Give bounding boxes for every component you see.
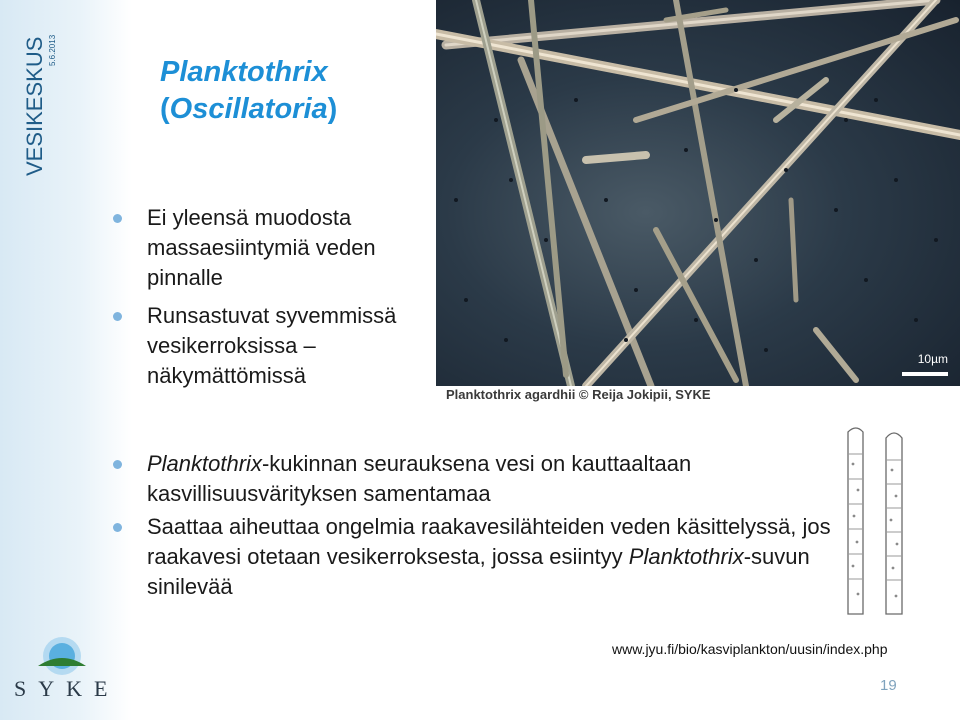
bullet-text: Ei yleensä muodosta massaesiintymiä veden pinnalle xyxy=(147,205,376,290)
title-main: Planktothrix xyxy=(160,56,328,88)
bullet-text-end: -suvun sinilevää xyxy=(147,544,810,599)
bullet-text: -kukinnan seurauksena vesi on kauttaaltaan kasvillisuusvärityksen samentamaa xyxy=(147,451,692,506)
bullet-list-top xyxy=(110,203,447,391)
bullet-text: Saattaa aiheuttaa ongelmia raakavesilähteiden veden käsittelyssä, jos raakavesi otetaan vesikerroksesta, jossa esiintyy xyxy=(147,514,831,569)
slide-title xyxy=(160,54,430,128)
photo-caption: Planktothrix agardhii © Reija Jokipii, SYKE xyxy=(446,387,711,402)
bullet-dot xyxy=(113,312,122,321)
date-text: 5.6.2013 xyxy=(48,34,57,66)
vesikeskus-logo xyxy=(22,26,48,176)
syke-logo-text: SYKE xyxy=(14,676,120,701)
scale-bar xyxy=(902,372,948,376)
genus-name: Planktothrix xyxy=(147,451,262,476)
date-label xyxy=(46,26,58,66)
scale-label: 10µm xyxy=(917,352,948,366)
bullet-item xyxy=(110,203,447,293)
page-number: 19 xyxy=(880,677,897,694)
bullet-text: Runsastuvat syvemmissä vesikerroksissa – näkymättömissä xyxy=(147,303,397,388)
vesikeskus-text: VESIKESKUS xyxy=(22,36,47,176)
filament-drawing xyxy=(836,424,926,616)
bullet-dot xyxy=(113,214,122,223)
bullet-item xyxy=(110,301,407,391)
bullet-item xyxy=(110,449,827,509)
bullet-dot xyxy=(113,523,122,532)
genus-name: Planktothrix xyxy=(628,544,744,569)
bullet-dot xyxy=(113,460,122,469)
title-sub: (Oscillatoria) xyxy=(160,93,338,125)
bullet-item xyxy=(110,512,847,602)
microscope-photo xyxy=(436,0,960,386)
source-url: www.jyu.fi/bio/kasviplankton/uusin/index.php xyxy=(612,641,888,657)
bullet-list-bottom xyxy=(110,449,847,602)
